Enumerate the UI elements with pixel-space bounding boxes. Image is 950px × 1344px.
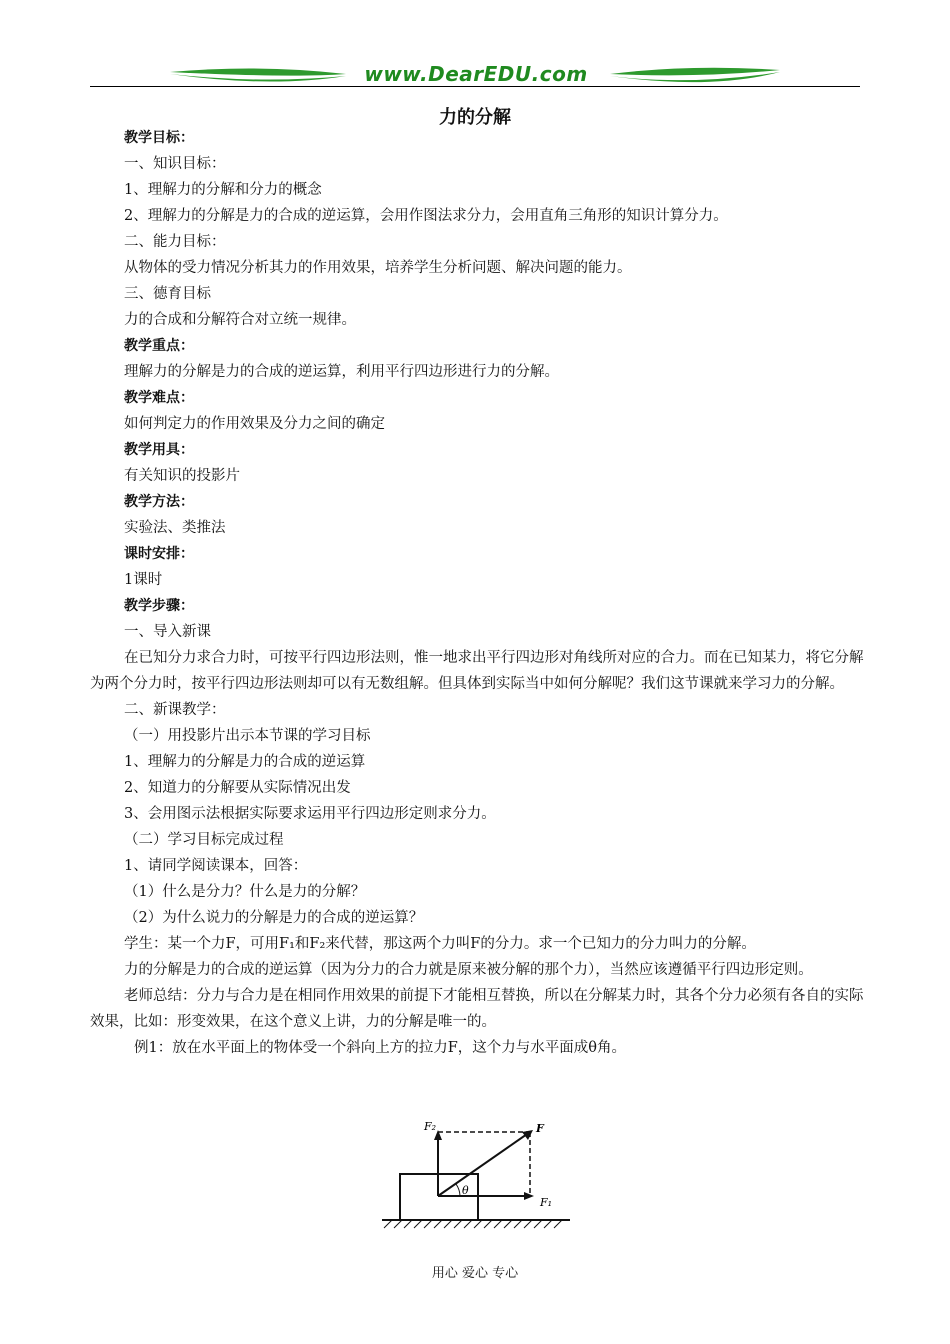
body-paragraph: 理解力的分解是力的合成的逆运算，利用平行四边形进行力的分解。 bbox=[124, 364, 559, 380]
label-f: F bbox=[536, 1122, 544, 1135]
body-paragraph: 力的合成和分解符合对立统一规律。 bbox=[124, 312, 356, 328]
theta-arc bbox=[456, 1184, 460, 1196]
body-paragraph: 从物体的受力情况分析其力的作用效果，培养学生分析问题、解决问题的能力。 bbox=[124, 260, 632, 276]
section-heading: 教学目标： bbox=[124, 130, 194, 146]
body-paragraph: （二）学习目标完成过程 bbox=[124, 832, 284, 848]
body-paragraph: 二、新课教学： bbox=[124, 702, 226, 718]
body-paragraph: 实验法、类推法 bbox=[124, 520, 226, 536]
body-paragraph: 1、理解力的分解是力的合成的逆运算 bbox=[124, 754, 366, 770]
label-f2: F₂ bbox=[424, 1120, 437, 1133]
force-diagram bbox=[376, 1118, 576, 1236]
body-paragraph: 有关知识的投影片 bbox=[124, 468, 240, 484]
body-paragraph: 2、知道力的分解要从实际情况出发 bbox=[124, 780, 351, 796]
header-divider bbox=[90, 86, 860, 87]
body-paragraph: 2、理解力的分解是力的合成的逆运算，会用作图法求分力，会用直角三角形的知识计算分力。 bbox=[124, 208, 728, 224]
body-paragraph: （一）用投影片出示本节课的学习目标 bbox=[124, 728, 371, 744]
body-paragraph: 例1：放在水平面上的物体受一个斜向上方的拉力F，这个力与水平面成θ角。 bbox=[134, 1040, 627, 1056]
section-heading: 教学用具： bbox=[124, 442, 194, 458]
body-paragraph: （1）什么是分力？什么是力的分解？ bbox=[124, 884, 366, 900]
section-heading: 教学步骤： bbox=[124, 598, 194, 614]
body-paragraph: 力的分解是力的合成的逆运算（因为分力的合力就是原来被分解的那个力），当然应该遵循平行四边形定则。 bbox=[124, 962, 813, 978]
body-paragraph: 一、知识目标： bbox=[124, 156, 226, 172]
ground-hatch bbox=[384, 1220, 562, 1228]
body-paragraph: 二、能力目标： bbox=[124, 234, 226, 250]
body-paragraph: 如何判定力的作用效果及分力之间的确定 bbox=[124, 416, 385, 432]
body-paragraph: 三、德育目标 bbox=[124, 286, 211, 302]
section-heading: 教学难点： bbox=[124, 390, 194, 406]
body-paragraph: 老师总结：分力与合力是在相同作用效果的前提下才能相互替换，所以在分解某力时，其各个分力必须有各自的实际效果，比如：形变效果，在这个意义上讲，力的分解是唯一的。 bbox=[90, 988, 864, 1030]
body-paragraph: （2）为什么说力的分解是力的合成的逆运算？ bbox=[124, 910, 424, 926]
section-heading: 教学方法： bbox=[124, 494, 194, 510]
body-paragraph: 1、请同学阅读课本，回答： bbox=[124, 858, 308, 874]
label-f1: F₁ bbox=[540, 1196, 553, 1209]
body-paragraph: 1课时 bbox=[124, 572, 163, 588]
site-name: www.DearEDU.com bbox=[364, 62, 588, 86]
footer-motto: 用心 爱心 专心 bbox=[431, 1266, 519, 1281]
section-heading: 教学重点： bbox=[124, 338, 194, 354]
body-paragraph: 一、导入新课 bbox=[124, 624, 211, 640]
body-paragraph: 学生：某一个力F，可用F₁和F₂来代替，那这两个力叫F的分力。求一个已知力的分力叫力的分解。 bbox=[124, 936, 756, 952]
f-vector bbox=[438, 1132, 530, 1196]
body-paragraph: 在已知分力求合力时，可按平行四边形法则，惟一地求出平行四边形对角线所对应的合力。而在已知某力，将它分解为两个分力时，按平行四边形法则却可以有无数组解。但具体到实际当中如何分解呢？我们这节课就来学习力的分解。 bbox=[90, 650, 864, 692]
label-theta: θ bbox=[462, 1184, 469, 1197]
body-paragraph: 3、会用图示法根据实际要求运用平行四边形定则求分力。 bbox=[124, 806, 496, 822]
document-body bbox=[90, 125, 865, 1061]
section-heading: 课时安排： bbox=[124, 546, 194, 562]
document-title: 力的分解 bbox=[439, 107, 511, 128]
body-paragraph: 1、理解力的分解和分力的概念 bbox=[124, 182, 322, 198]
f1-arrowhead bbox=[524, 1192, 534, 1200]
